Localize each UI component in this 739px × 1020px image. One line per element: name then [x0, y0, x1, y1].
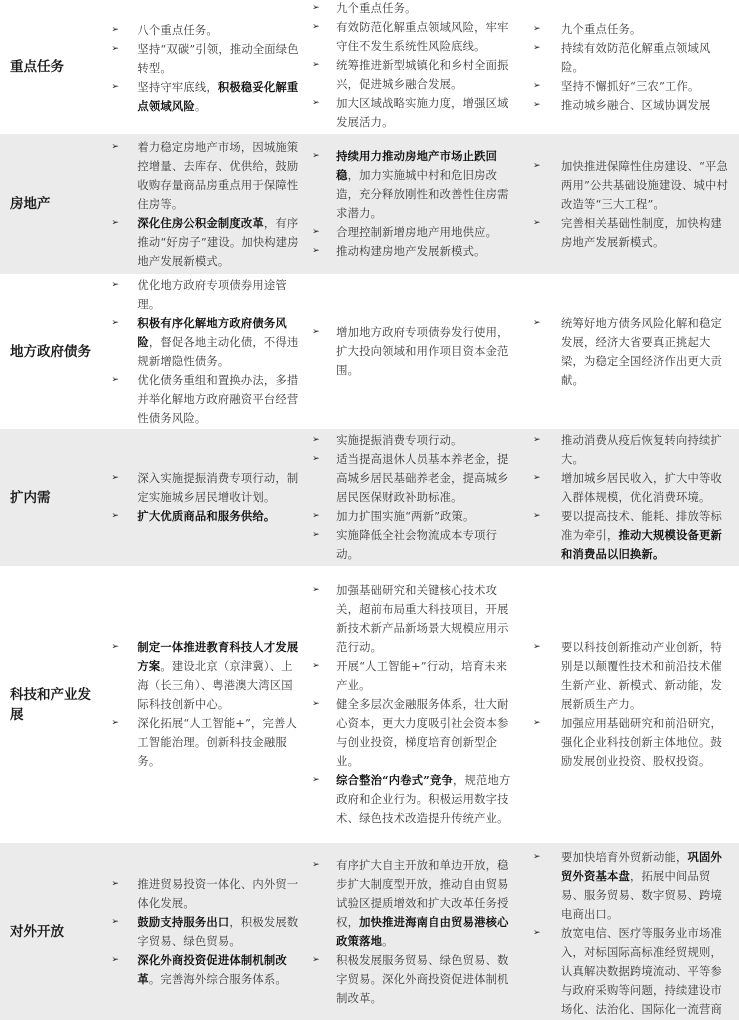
- bullet-item: [523, 20, 739, 39]
- arrow-bullet-icon: ➢: [111, 916, 120, 927]
- row-domestic-demand: [0, 429, 739, 566]
- text: 。完善海外综合服务体系。: [148, 972, 287, 986]
- text: 九个重点任务。: [561, 22, 642, 36]
- row-key-tasks: [0, 0, 739, 134]
- text: 要以科技创新推动产业创新，特别是以颠覆性技术和前沿技术催生新产业、新模式、新动能，发展新质生产力。: [561, 641, 723, 711]
- bullet-item: [306, 657, 523, 695]
- bold-text: 积极有序化解地方政府债务风险: [137, 315, 287, 349]
- text: 深入实施提振消费专项行动，制定实施城乡居民增收计划。: [137, 472, 299, 504]
- arrow-bullet-icon: ➢: [111, 718, 120, 728]
- text: 九个重点任务。: [336, 1, 417, 15]
- text: 推动城乡融合、区域协调发展: [561, 98, 711, 112]
- arrow-bullet-icon: ➢: [312, 859, 320, 870]
- category-cell: 对外开放: [0, 843, 103, 1020]
- text: ，规范地方政府和企业行为。积极运用数字技术、绿色技术改造提升传统产业。: [336, 774, 511, 825]
- arrow-bullet-icon: ➢: [111, 642, 120, 652]
- bold-text: 深化住房公积金制度改革: [137, 215, 264, 230]
- bold-text: 鼓励支持服务出口: [137, 914, 230, 929]
- arrow-bullet-icon: ➢: [533, 718, 541, 728]
- bullet-item: [306, 323, 523, 380]
- text: 适当提高退休人员基本养老金，提高城乡居民基础养老金，提高城乡居民医保财政补助标准。: [336, 453, 509, 504]
- text: ，加力实施城中村和危旧房改造，充分释放刚性和改善性住房需求潜力。: [336, 169, 509, 220]
- text: ，积极发展数字贸易、绿色贸易。: [137, 915, 299, 948]
- arrow-bullet-icon: ➢: [111, 878, 120, 889]
- arrow-bullet-icon: ➢: [111, 473, 120, 483]
- bullet-item: [306, 856, 523, 951]
- bullet-item: [103, 138, 306, 214]
- text: 坚持不懈抓好“三农”工作。: [561, 79, 700, 93]
- column3-cell: [523, 566, 739, 843]
- arrow-bullet-icon: ➢: [533, 852, 541, 862]
- arrow-bullet-icon: ➢: [312, 227, 320, 237]
- bold-text: 巩固外贸外资基本盘: [561, 850, 723, 883]
- bullet-item: [103, 276, 306, 314]
- column3-cell: [523, 134, 739, 274]
- arrow-bullet-icon: ➢: [312, 585, 320, 595]
- text: 加强应用基础研究和前沿研究，强化企业科技创新主体地位。鼓励发展创业投资、股权投资。: [561, 717, 723, 768]
- text: 健全多层次金融服务体系，壮大耐心资本，更大力度吸引社会资本参与创业投资，梯度培育创新型企业。: [336, 698, 509, 768]
- arrow-bullet-icon: ➢: [111, 43, 120, 54]
- bold-text: 综合整治“内卷式”竞争: [336, 773, 453, 787]
- arrow-bullet-icon: ➢: [111, 217, 120, 228]
- arrow-bullet-icon: ➢: [312, 435, 320, 445]
- bullet-item: [306, 147, 523, 223]
- bullet-item: [306, 94, 523, 132]
- category-cell: 重点任务: [10, 59, 64, 75]
- bold-text: 深化外商投资促进体制机制改革: [137, 952, 287, 986]
- bullet-item: [103, 913, 306, 951]
- text: 增加地方政府专项债券发行使用，扩大投向领域和用作项目资本金范围。: [336, 326, 509, 377]
- column2-cell: [306, 843, 523, 1020]
- category-cell: 科技和产业发展: [10, 686, 91, 723]
- text: 推动消费从疫后恢复转向持续扩大。: [561, 434, 723, 466]
- text: 统筹好地方债务风险化解和稳定发展，经济大省要真正挑起大梁，为稳定全国经济作出更大贡献。: [561, 316, 723, 387]
- bullet-item: [103, 21, 306, 40]
- arrow-bullet-icon: ➢: [111, 374, 120, 385]
- arrow-bullet-icon: ➢: [312, 97, 320, 108]
- bold-text: 积极稳妥化解重点领域风险: [137, 79, 299, 113]
- arrow-bullet-icon: ➢: [111, 511, 120, 521]
- column2-cell: [306, 134, 523, 274]
- arrow-bullet-icon: ➢: [533, 435, 541, 445]
- bullet-item: [103, 78, 306, 116]
- column2-cell: [306, 429, 523, 566]
- column1-cell: [103, 429, 306, 566]
- arrow-bullet-icon: ➢: [312, 511, 320, 521]
- bullet-item: [103, 951, 306, 989]
- text: 积极发展服务贸易、绿色贸易、数字贸易。深化外商投资促进体制机制改革。: [336, 953, 509, 1005]
- bullet-item: [306, 431, 523, 450]
- text: 实施降低全社会物流成本专项行动。: [336, 529, 498, 561]
- text: 推进贸易投资一体化、内外贸一体化发展。: [137, 877, 299, 910]
- category-cell: 扩内需: [0, 429, 103, 566]
- arrow-bullet-icon: ➢: [533, 42, 541, 53]
- bullet-item: [306, 242, 523, 261]
- text: 开展“人工智能+”行动，培育未来产业。: [336, 660, 508, 692]
- text: 深化拓展“人工智能+”，完善人工智能治理。创新科技金融服务。: [137, 717, 297, 768]
- bullet-item: [306, 450, 523, 507]
- text: 加强基础研究和关键核心技术攻关，超前布局重大科技项目，开展新技术新产品新场景大规模应用示范行动。: [336, 584, 509, 654]
- column1-cell: [103, 134, 306, 274]
- column2-cell: [306, 0, 523, 134]
- arrow-bullet-icon: ➢: [533, 217, 541, 228]
- bullet-item: [103, 40, 306, 78]
- column3-cell: [523, 0, 739, 134]
- bullet-item: [523, 848, 739, 924]
- arrow-bullet-icon: ➢: [111, 317, 120, 328]
- text: ，督促各地主动化债，不得违规新增隐性债务。: [137, 335, 299, 368]
- text: 优化债务重组和置换办法，多措并举化解地方政府融资平台经营性债务风险。: [137, 373, 299, 425]
- text: 。: [382, 934, 394, 948]
- row-real-estate: [0, 134, 739, 274]
- arrow-bullet-icon: ➢: [312, 21, 320, 32]
- arrow-bullet-icon: ➢: [533, 80, 541, 91]
- arrow-bullet-icon: ➢: [312, 954, 320, 965]
- bullet-item: [523, 469, 739, 507]
- bullet-item: [523, 638, 739, 714]
- arrow-bullet-icon: ➢: [312, 454, 320, 464]
- column3-cell: [523, 843, 739, 1020]
- bold-text: 加快推进海南自由贸易港核心政策落地: [336, 914, 509, 948]
- bullet-item: [103, 469, 306, 507]
- bullet-item: [523, 96, 739, 115]
- row-opening-up: [0, 843, 739, 1020]
- bullet-item: [103, 875, 306, 913]
- bullet-item: [306, 771, 523, 828]
- bullet-item: [103, 314, 306, 371]
- arrow-bullet-icon: ➢: [111, 141, 120, 152]
- bullet-item: [103, 371, 306, 428]
- bullet-item: [306, 18, 523, 56]
- bullet-item: [523, 924, 739, 1019]
- arrow-bullet-icon: ➢: [312, 775, 320, 785]
- arrow-bullet-icon: ➢: [312, 59, 320, 70]
- bullet-item: [523, 39, 739, 77]
- text: 着力稳定房地产市场，因城施策控增量、去库存、优供给，鼓励收购存量商品房重点用于保障性住房等。: [137, 140, 299, 211]
- bold-text: 制定一体推进教育科技人才发展方案: [137, 640, 299, 673]
- bullet-item: [306, 223, 523, 242]
- column1-cell: [103, 0, 306, 134]
- arrow-bullet-icon: ➢: [533, 511, 541, 521]
- arrow-bullet-icon: ➢: [533, 317, 541, 328]
- text: 推动构建房地产发展新模式。: [336, 245, 486, 258]
- text: 优化地方政府专项债券用途管理。: [137, 278, 287, 311]
- bullet-item: [306, 581, 523, 657]
- text: 。: [194, 99, 207, 113]
- arrow-bullet-icon: ➢: [312, 246, 320, 256]
- text: 放宽电信、医疗等服务业市场准入，对标国际高标准经贸规则，认真解决数据跨境流动、平等参与政府采购等问题，持续建设市场化、法治化、国际化一流营商: [561, 927, 723, 1016]
- column2-cell: [306, 566, 523, 843]
- bullet-item: [103, 507, 306, 526]
- bullet-item: [306, 951, 523, 1008]
- text: 加快推进保障性住房建设、“平急两用”公共基础设施建设、城中村改造等“三大工程”。: [561, 159, 728, 211]
- text: 坚持守牢底线，: [137, 80, 218, 94]
- bullet-item: [523, 157, 739, 214]
- bold-text: 持续用力推动房地产市场止跌回稳: [336, 149, 498, 182]
- bullet-item: [523, 431, 739, 469]
- bold-text: 推动大规模设备更新和消费品以旧换新。: [561, 528, 723, 561]
- arrow-bullet-icon: ➢: [312, 699, 320, 709]
- bold-text: 扩大优质商品和服务供给。: [137, 509, 276, 523]
- text: 持续有效防范化解重点领域风险。: [561, 41, 711, 74]
- bullet-item: [103, 714, 306, 771]
- text: 实施提振消费专项行动。: [336, 434, 463, 447]
- text: ，有序推动“好房子”建设。加快构建房地产发展新模式。: [137, 216, 299, 268]
- bullet-item: [306, 0, 523, 18]
- row-tech-industry: [0, 566, 739, 843]
- bullet-item: [306, 56, 523, 94]
- bullet-item: [523, 507, 739, 564]
- bullet-item: [523, 77, 739, 96]
- text: 加力扩围实施“两新”政策。: [336, 510, 475, 523]
- arrow-bullet-icon: ➢: [312, 530, 320, 540]
- text: 坚持“双碳”引领，推动全面绿色转型。: [137, 42, 299, 75]
- arrow-bullet-icon: ➢: [312, 661, 320, 671]
- column3-cell: [523, 274, 739, 429]
- arrow-bullet-icon: ➢: [312, 151, 320, 161]
- arrow-bullet-icon: ➢: [111, 81, 120, 92]
- arrow-bullet-icon: ➢: [533, 473, 541, 483]
- bullet-item: [306, 526, 523, 564]
- category-cell: 地方政府债务: [10, 343, 91, 360]
- arrow-bullet-icon: ➢: [533, 160, 541, 171]
- column1-cell: [103, 274, 306, 429]
- column1-cell: [103, 566, 306, 843]
- text: 合理控制新增房地产用地供应。: [336, 226, 498, 239]
- bullet-item: [523, 214, 739, 252]
- arrow-bullet-icon: ➢: [312, 327, 320, 337]
- column1-cell: [103, 843, 306, 1020]
- category-cell: 房地产: [0, 134, 103, 274]
- arrow-bullet-icon: ➢: [533, 99, 541, 110]
- text: 有序扩大自主开放和单边开放，稳步扩大制度型开放，推动自由贸易试验区提质增效和扩大改革任务授权，: [336, 858, 509, 929]
- bullet-item: [523, 714, 739, 771]
- text: 八个重点任务。: [137, 23, 218, 37]
- text: 要以提高技术、能耗、排放等标准为牵引，: [561, 510, 723, 542]
- text: 统筹推进新型城镇化和乡村全面振兴，促进城乡融合发展。: [336, 58, 509, 91]
- text: ，拓展中间品贸易、服务贸易、数字贸易、跨境电商出口。: [561, 870, 723, 921]
- arrow-bullet-icon: ➢: [111, 24, 120, 35]
- bullet-item: [103, 214, 306, 271]
- text: 增加城乡居民收入，扩大中等收入群体规模，优化消费环境。: [561, 472, 723, 504]
- text: 有效防范化解重点领域风险，牢牢守住不发生系统性风险底线。: [336, 20, 509, 53]
- text: 加大区域战略实施力度，增强区域发展活力。: [336, 96, 509, 129]
- row-local-debt: [0, 274, 739, 429]
- bullet-item: [103, 638, 306, 714]
- bullet-item: [306, 507, 523, 526]
- column3-cell: [523, 429, 739, 566]
- bullet-item: [306, 695, 523, 771]
- arrow-bullet-icon: ➢: [111, 954, 120, 965]
- arrow-bullet-icon: ➢: [533, 928, 541, 938]
- arrow-bullet-icon: ➢: [533, 642, 541, 652]
- text: 要加快培育外贸新动能，: [561, 851, 688, 864]
- arrow-bullet-icon: ➢: [111, 279, 120, 290]
- arrow-bullet-icon: ➢: [312, 2, 320, 13]
- column2-cell: [306, 274, 523, 429]
- bullet-item: [523, 314, 739, 390]
- text: 完善相关基础性制度，加快构建房地产发展新模式。: [561, 216, 723, 249]
- text: 。建设北京（京津冀）、上海（长三角）、粤港澳大湾区国际科技创新中心。: [137, 660, 293, 711]
- arrow-bullet-icon: ➢: [533, 23, 541, 34]
